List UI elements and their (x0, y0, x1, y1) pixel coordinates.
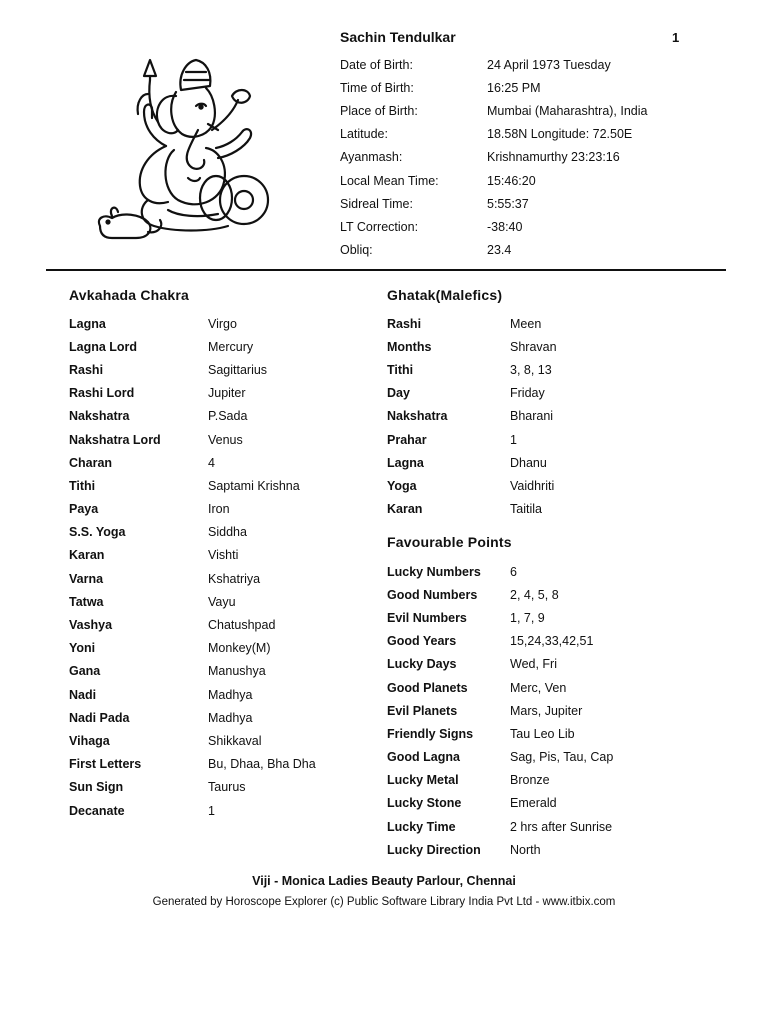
avkahada-row (69, 498, 316, 521)
avkahada-label: Tithi (69, 478, 96, 493)
ghatak-row (387, 474, 557, 497)
avkahada-row (69, 683, 316, 706)
favourable-row (387, 722, 613, 745)
avkahada-row (69, 451, 316, 474)
favourable-label: Good Lagna (387, 750, 460, 765)
avkahada-label: Vihaga (69, 733, 110, 748)
avkahada-row (69, 637, 316, 660)
avkahada-label: Karan (69, 548, 105, 563)
avkahada-value: Madhya (208, 710, 253, 725)
divider (46, 269, 726, 271)
favourable-table (387, 560, 613, 861)
favourable-value: 15,24,33,42,51 (510, 634, 594, 649)
avkahada-row (69, 776, 316, 799)
favourable-label: Lucky Direction (387, 842, 481, 857)
avkahada-row (69, 567, 316, 590)
birth-detail-row (340, 53, 647, 76)
favourable-value: Merc, Ven (510, 680, 567, 695)
avkahada-label: First Letters (69, 757, 142, 772)
ghatak-title: Ghatak(Malefics) (387, 287, 503, 303)
avkahada-row (69, 799, 316, 822)
avkahada-label: Nadi (69, 687, 97, 702)
favourable-row (387, 769, 613, 792)
birth-detail-label: LT Correction: (340, 219, 419, 234)
birth-detail-row (340, 215, 647, 238)
avkahada-value: Saptami Krishna (208, 478, 300, 493)
favourable-label: Lucky Numbers (387, 564, 481, 579)
favourable-row (387, 606, 613, 629)
avkahada-value: Monkey(M) (208, 641, 271, 656)
ghatak-table (387, 312, 557, 521)
avkahada-label: Sun Sign (69, 780, 124, 795)
birth-detail-row (340, 76, 647, 99)
avkahada-label: Vashya (69, 618, 113, 633)
favourable-row (387, 653, 613, 676)
favourable-value: Emerald (510, 796, 557, 811)
favourable-row (387, 746, 613, 769)
favourable-row (387, 792, 613, 815)
avkahada-row (69, 590, 316, 613)
favourable-value: 2, 4, 5, 8 (510, 587, 559, 602)
parlour-credit: Viji - Monica Ladies Beauty Parlour, Chennai (252, 874, 516, 888)
favourable-value: Sag, Pis, Tau, Cap (510, 750, 614, 765)
avkahada-value: Vishti (208, 548, 239, 563)
favourable-label: Evil Planets (387, 703, 458, 718)
avkahada-label: Rashi (69, 362, 104, 377)
avkahada-table (69, 312, 316, 822)
avkahada-row (69, 521, 316, 544)
ghatak-label: Karan (387, 502, 423, 517)
avkahada-label: Charan (69, 455, 113, 470)
avkahada-row (69, 312, 316, 335)
favourable-label: Lucky Stone (387, 796, 462, 811)
ghatak-value: 3, 8, 13 (510, 362, 552, 377)
birth-detail-label: Place of Birth: (340, 103, 418, 118)
ghatak-row (387, 358, 557, 381)
ghatak-row (387, 498, 557, 521)
favourable-row (387, 676, 613, 699)
ghatak-label: Lagna (387, 455, 424, 470)
ghatak-label: Months (387, 339, 432, 354)
avkahada-label: Varna (69, 571, 104, 586)
avkahada-row (69, 428, 316, 451)
birth-detail-label: Ayanmash: (340, 150, 403, 165)
favourable-row (387, 815, 613, 838)
favourable-value: Bronze (510, 773, 550, 788)
birth-detail-value: 15:46:20 (487, 173, 536, 188)
birth-detail-row (340, 169, 647, 192)
favourable-value: North (510, 842, 541, 857)
birth-detail-value: 16:25 PM (487, 80, 541, 95)
person-name: Sachin Tendulkar (340, 29, 456, 45)
avkahada-value: Venus (208, 432, 243, 447)
avkahada-value: Chatushpad (208, 618, 276, 633)
avkahada-row (69, 753, 316, 776)
ghatak-row (387, 405, 557, 428)
avkahada-label: Paya (69, 502, 99, 517)
birth-detail-row (340, 192, 647, 215)
ghatak-row (387, 312, 557, 335)
avkahada-row (69, 544, 316, 567)
birth-detail-row (340, 239, 647, 262)
avkahada-row (69, 474, 316, 497)
birth-detail-value: Mumbai (Maharashtra), India (487, 103, 648, 118)
favourable-row (387, 699, 613, 722)
avkahada-label: Yoni (69, 641, 96, 656)
birth-detail-value: 18.58N Longitude: 72.50E (487, 127, 633, 142)
favourable-label: Lucky Time (387, 819, 456, 834)
favourable-row (387, 560, 613, 583)
avkahada-value: Shikkaval (208, 733, 262, 748)
ghatak-row (387, 382, 557, 405)
avkahada-label: Lagna Lord (69, 339, 138, 354)
favourable-value: 6 (510, 564, 517, 579)
birth-detail-label: Sidreal Time: (340, 196, 413, 211)
favourable-label: Friendly Signs (387, 726, 474, 741)
avkahada-value: Virgo (208, 316, 237, 331)
ghatak-label: Rashi (387, 316, 422, 331)
avkahada-label: Nakshatra Lord (69, 432, 161, 447)
avkahada-row (69, 382, 316, 405)
birth-detail-label: Obliq: (340, 243, 373, 258)
avkahada-value: Vayu (208, 594, 236, 609)
avkahada-value: Manushya (208, 664, 266, 679)
avkahada-row (69, 335, 316, 358)
favourable-value: Tau Leo Lib (510, 726, 575, 741)
ghatak-value: Dhanu (510, 455, 547, 470)
avkahada-value: Iron (208, 502, 230, 517)
birth-detail-value: 24 April 1973 Tuesday (487, 57, 611, 72)
ghatak-label: Tithi (387, 362, 414, 377)
favourable-label: Good Planets (387, 680, 468, 695)
favourable-row (387, 630, 613, 653)
birth-details (340, 53, 647, 262)
favourable-label: Lucky Days (387, 657, 457, 672)
ghatak-value: Friday (510, 386, 545, 401)
favourable-value: Wed, Fri (510, 657, 557, 672)
ghatak-row (387, 335, 557, 358)
birth-detail-label: Time of Birth: (340, 80, 414, 95)
favourable-label: Evil Numbers (387, 610, 467, 625)
avkahada-row (69, 405, 316, 428)
ghatak-value: Vaidhriti (510, 478, 555, 493)
avkahada-label: Rashi Lord (69, 386, 135, 401)
birth-detail-value: 23.4 (487, 243, 512, 258)
ghatak-label: Nakshatra (387, 409, 448, 424)
birth-detail-label: Latitude: (340, 127, 388, 142)
avkahada-value: Madhya (208, 687, 253, 702)
avkahada-label: Nakshatra (69, 409, 130, 424)
avkahada-label: Decanate (69, 803, 125, 818)
avkahada-label: Tatwa (69, 594, 104, 609)
avkahada-row (69, 613, 316, 636)
favourable-label: Good Numbers (387, 587, 478, 602)
software-credit: Generated by Horoscope Explorer (c) Public Software Library India Pvt Ltd - www.itbix.com (152, 896, 616, 908)
ghatak-row (387, 451, 557, 474)
page-number: 1 (672, 30, 680, 45)
avkahada-label: Nadi Pada (69, 710, 130, 725)
avkahada-value: Kshatriya (208, 571, 261, 586)
favourable-value: 2 hrs after Sunrise (510, 819, 613, 834)
ghatak-label: Yoga (387, 478, 417, 493)
birth-detail-value: -38:40 (487, 219, 523, 234)
avkahada-value: Jupiter (208, 386, 246, 401)
ghatak-value: Taitila (510, 502, 542, 517)
ghatak-label: Day (387, 386, 410, 401)
avkahada-value: 4 (208, 455, 215, 470)
avkahada-value: Taurus (208, 780, 246, 795)
birth-detail-label: Date of Birth: (340, 57, 413, 72)
avkahada-row (69, 358, 316, 381)
ghatak-row (387, 428, 557, 451)
ghatak-label: Prahar (387, 432, 427, 447)
ghatak-value: 1 (510, 432, 517, 447)
avkahada-value: Siddha (208, 525, 247, 540)
avkahada-title: Avkahada Chakra (69, 287, 189, 303)
avkahada-value: 1 (208, 803, 215, 818)
avkahada-label: Lagna (69, 316, 106, 331)
favourable-row (387, 583, 613, 606)
avkahada-value: P.Sada (208, 409, 248, 424)
birth-detail-row (340, 99, 647, 122)
ganesha-illustration (78, 50, 278, 250)
favourable-label: Good Years (387, 634, 457, 649)
ghatak-value: Bharani (510, 409, 554, 424)
avkahada-value: Bu, Dhaa, Bha Dha (208, 757, 316, 772)
ghatak-value: Shravan (510, 339, 557, 354)
favourable-row (387, 838, 613, 861)
birth-detail-value: Krishnamurthy 23:23:16 (487, 150, 620, 165)
avkahada-row (69, 729, 316, 752)
favourable-value: 1, 7, 9 (510, 610, 545, 625)
birth-detail-value: 5:55:37 (487, 196, 529, 211)
birth-detail-label: Local Mean Time: (340, 173, 439, 188)
avkahada-row (69, 706, 316, 729)
avkahada-value: Sagittarius (208, 362, 268, 377)
favourable-label: Lucky Metal (387, 773, 459, 788)
birth-detail-row (340, 146, 647, 169)
avkahada-value: Mercury (208, 339, 254, 354)
avkahada-label: Gana (69, 664, 101, 679)
avkahada-label: S.S. Yoga (69, 525, 126, 540)
favourable-value: Mars, Jupiter (510, 703, 583, 718)
birth-detail-row (340, 123, 647, 146)
ghatak-value: Meen (510, 316, 542, 331)
favourable-title: Favourable Points (387, 534, 512, 550)
avkahada-row (69, 660, 316, 683)
